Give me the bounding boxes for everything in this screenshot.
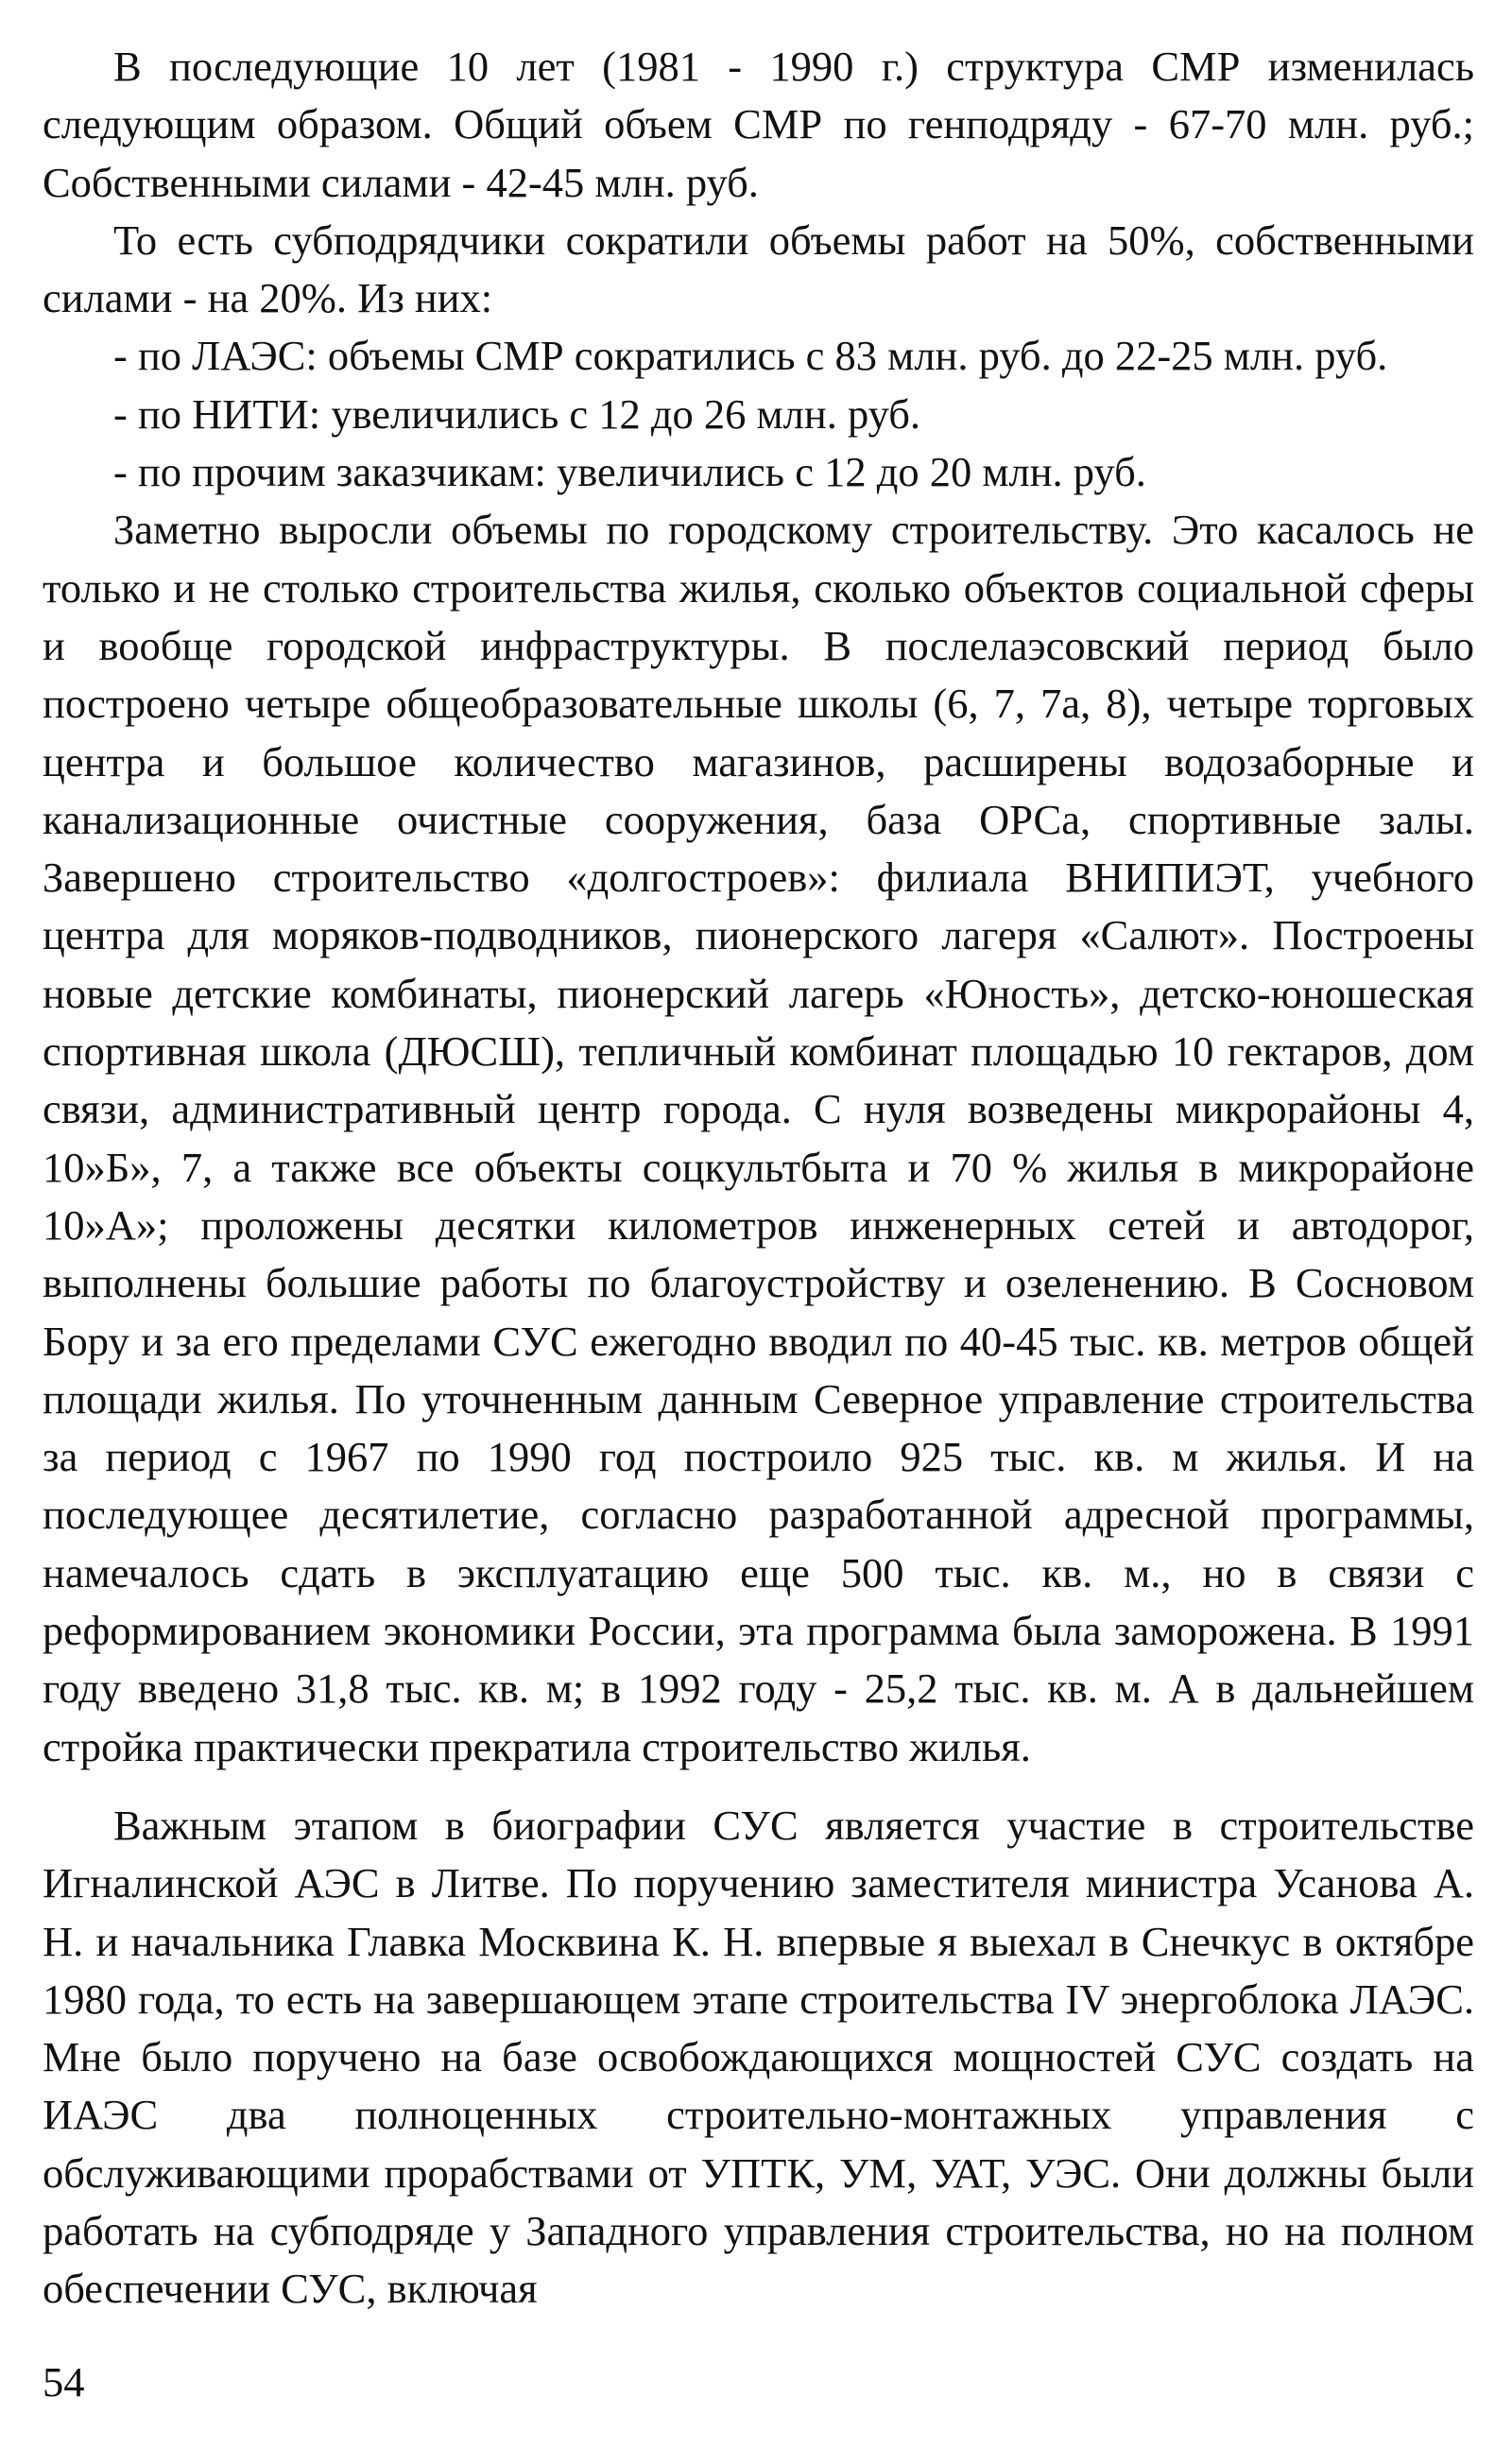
page-number: 54 (43, 2358, 85, 2406)
paragraph-ignalina: Важным этапом в биографии СУС является участие в строительстве Игналинской АЭС в Литве. По поручению заместителя министра Усанова А. Н. и начальника Главка Москвина К. Н. впервые я выехал в Снечкус в октябре 1980 года, то есть на завершающем этапе строительства IV энергоблока ЛАЭС. Мне было поручено на базе освобождающихся мощностей СУС создать на ИАЭС два полноценных строительно-монтажных управления с обслуживающими прорабствами от УПТК, УМ, УАТ, УЭС. Они должны были работать на субподряде у Западного управления строительства, но на полном обеспечении СУС, включая (43, 1801, 1474, 2313)
page-body (43, 38, 1474, 2319)
paragraph-smr-structure: В последующие 10 лет (1981 - 1990 г.) структура СМР изменилась следующим образом. Общий объем СМР по генподряду - 67-70 млн. руб.; Собственными силами - 42-45 млн. руб. (43, 43, 1474, 206)
paragraph-city-construction: Заметно выросли объемы по городскому строительству. Это касалось не только и не столько строительства жилья, сколько объектов социальной сферы и вообще городской инфраструктуры. В послелаэсовский период было построено четыре общеобразовательные школы (6, 7, 7а, 8), четыре торговых центра и большое количество магазинов, расширены водозаборные и канализационные очистные сооружения, база ОРСа, спортивные залы. Завершено строительство «долгостроев»: филиала ВНИПИЭТ, учебного центра для моряков-подводников, пионерского лагеря «Салют». Построены новые детские комбинаты, пионерский лагерь «Юность», детско-юношеская спортивная школа (ДЮСШ), тепличный комбинат площадью 10 гектаров, дом связи, административный центр города. С нуля возведены микрорайоны 4, 10»Б», 7, а также все объекты соцкультбыта и 70 % жилья в микрорайоне 10»А»; проложены десятки километров инженерных сетей и автодорог, выполнены большие работы по благоустройству и озеленению. В Сосновом Бору и за его пределами СУС ежегодно вводил по 40-45 тыс. кв. метров общей площади жилья. По уточненным данным Северное управление строительства за период с 1967 по 1990 год построило 925 тыс. кв. м жилья. И на последующее десятилетие, согласно разработанной адресной программы, намечалось сдать в эксплуатацию еще 500 тыс. кв. м., но в связи с реформированием экономики России, эта программа была заморожена. В 1991 году введено 31,8 тыс. кв. м; в 1992 году - 25,2 тыс. кв. м. А в дальнейшем стройка практически прекратила строительство жилья. (43, 506, 1474, 1770)
list-item-other-customers: - по прочим заказчикам: увеличились с 12 до 20 млн. руб. (113, 448, 1146, 496)
list-item-laes: - по ЛАЭС: объемы СМР сократились с 83 млн. руб. до 22-25 млн. руб. (113, 332, 1388, 380)
paragraph-subcontractors: То есть субподрядчики сократили объемы работ на 50%, собственными силами - на 20%. Из них: (43, 216, 1474, 322)
list-item-niti: - по НИТИ: увеличились с 12 до 26 млн. руб. (113, 389, 921, 438)
